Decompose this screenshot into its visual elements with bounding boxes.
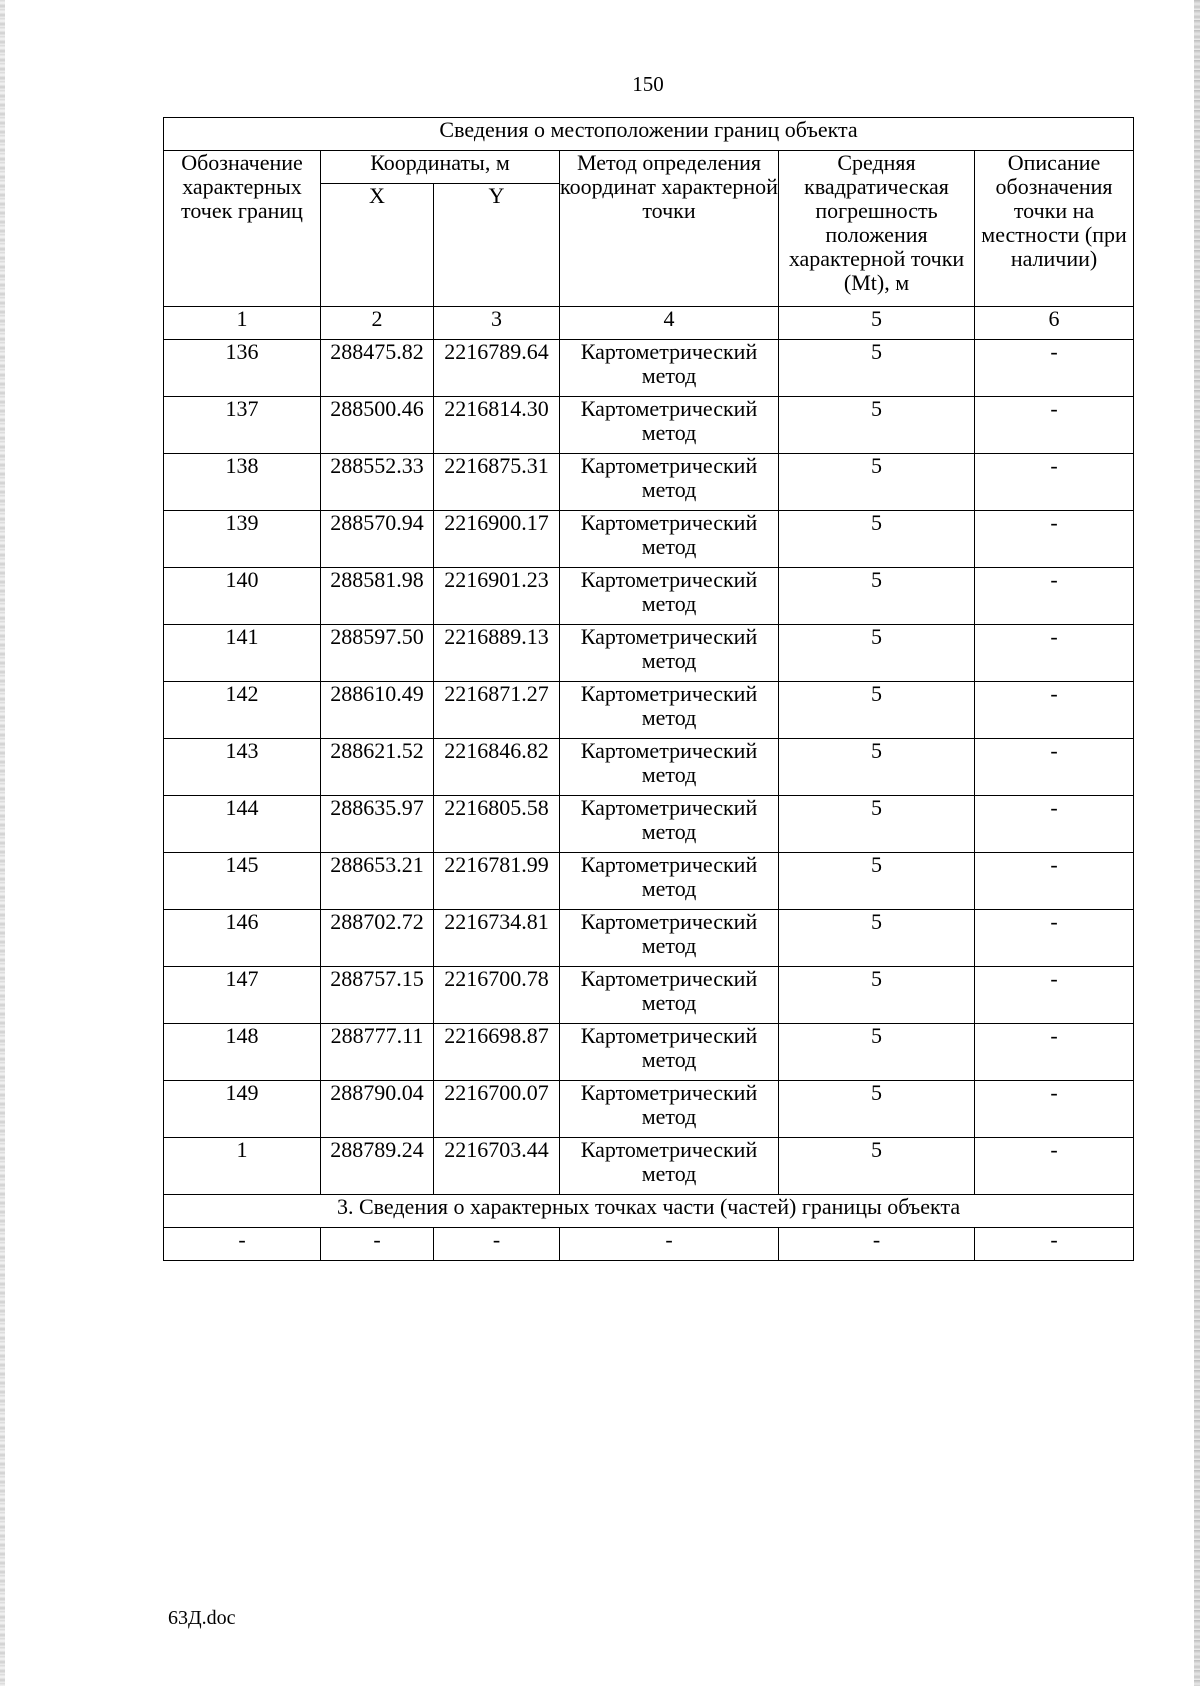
header-y: Y (434, 184, 560, 307)
section-cell: - (434, 1228, 560, 1261)
cell-description: - (975, 853, 1134, 910)
cell-method: Картометрический метод (560, 796, 779, 853)
cell-error: 5 (779, 1081, 975, 1138)
table-row (164, 454, 1134, 511)
table-row (164, 511, 1134, 568)
cell-error: 5 (779, 796, 975, 853)
cell-description: - (975, 682, 1134, 739)
cell-description: - (975, 796, 1134, 853)
cell-method: Картометрический метод (560, 340, 779, 397)
cell-error: 5 (779, 397, 975, 454)
scan-edge-right (1194, 0, 1200, 1686)
cell-point: 146 (164, 910, 321, 967)
cell-method: Картометрический метод (560, 682, 779, 739)
cell-method: Картометрический метод (560, 568, 779, 625)
cell-method: Картометрический метод (560, 1138, 779, 1195)
header-description: Описание обозначения точки на местности (при наличии) (975, 151, 1134, 307)
section-title-row (164, 1195, 1134, 1228)
column-number: 2 (321, 307, 434, 340)
cell-y: 2216846.82 (434, 739, 560, 796)
table-row (164, 1081, 1134, 1138)
cell-x: 288610.49 (321, 682, 434, 739)
cell-point: 147 (164, 967, 321, 1024)
cell-description: - (975, 568, 1134, 625)
cell-description: - (975, 625, 1134, 682)
cell-y: 2216703.44 (434, 1138, 560, 1195)
cell-x: 288757.15 (321, 967, 434, 1024)
section-cell: - (321, 1228, 434, 1261)
header-method: Метод определения координат характерной точки (560, 151, 779, 307)
cell-x: 288552.33 (321, 454, 434, 511)
cell-y: 2216700.07 (434, 1081, 560, 1138)
column-number: 6 (975, 307, 1134, 340)
column-number: 5 (779, 307, 975, 340)
cell-x: 288621.52 (321, 739, 434, 796)
cell-method: Картометрический метод (560, 910, 779, 967)
cell-point: 143 (164, 739, 321, 796)
cell-y: 2216805.58 (434, 796, 560, 853)
footer-filename: 63Д.doc (168, 1607, 236, 1629)
header-error: Средняя квадратическая погрешность положения характерной точки (Mt), м (779, 151, 975, 307)
cell-method: Картометрический метод (560, 1081, 779, 1138)
cell-error: 5 (779, 967, 975, 1024)
section-cell: - (164, 1228, 321, 1261)
cell-error: 5 (779, 511, 975, 568)
cell-y: 2216889.13 (434, 625, 560, 682)
cell-x: 288790.04 (321, 1081, 434, 1138)
boundary-table (163, 117, 1134, 1261)
cell-y: 2216698.87 (434, 1024, 560, 1081)
cell-method: Картометрический метод (560, 853, 779, 910)
cell-description: - (975, 511, 1134, 568)
table-row (164, 967, 1134, 1024)
cell-point: 137 (164, 397, 321, 454)
cell-y: 2216871.27 (434, 682, 560, 739)
scan-edge-left (0, 0, 5, 1686)
table-row (164, 853, 1134, 910)
section-cell: - (779, 1228, 975, 1261)
cell-x: 288777.11 (321, 1024, 434, 1081)
cell-y: 2216781.99 (434, 853, 560, 910)
table-row (164, 1138, 1134, 1195)
cell-error: 5 (779, 910, 975, 967)
cell-x: 288702.72 (321, 910, 434, 967)
cell-description: - (975, 454, 1134, 511)
cell-error: 5 (779, 1138, 975, 1195)
cell-description: - (975, 739, 1134, 796)
table-row (164, 568, 1134, 625)
cell-y: 2216814.30 (434, 397, 560, 454)
column-number: 3 (434, 307, 560, 340)
cell-point: 141 (164, 625, 321, 682)
page-number: 150 (632, 72, 664, 96)
cell-description: - (975, 1138, 1134, 1195)
cell-x: 288653.21 (321, 853, 434, 910)
table-row (164, 910, 1134, 967)
cell-point: 136 (164, 340, 321, 397)
column-number: 1 (164, 307, 321, 340)
cell-point: 140 (164, 568, 321, 625)
cell-point: 149 (164, 1081, 321, 1138)
table-row (164, 340, 1134, 397)
section-cell: - (560, 1228, 779, 1261)
cell-y: 2216875.31 (434, 454, 560, 511)
cell-point: 138 (164, 454, 321, 511)
header-designation: Обозначение характерных точек границ (164, 151, 321, 307)
cell-y: 2216734.81 (434, 910, 560, 967)
cell-point: 1 (164, 1138, 321, 1195)
cell-description: - (975, 1024, 1134, 1081)
cell-method: Картометрический метод (560, 511, 779, 568)
cell-method: Картометрический метод (560, 739, 779, 796)
cell-x: 288500.46 (321, 397, 434, 454)
table-row (164, 739, 1134, 796)
cell-error: 5 (779, 340, 975, 397)
table-row (164, 625, 1134, 682)
cell-x: 288597.50 (321, 625, 434, 682)
section-title: 3. Сведения о характерных точках части (частей) границы объекта (164, 1195, 1134, 1228)
cell-error: 5 (779, 568, 975, 625)
cell-error: 5 (779, 1024, 975, 1081)
cell-error: 5 (779, 739, 975, 796)
cell-x: 288789.24 (321, 1138, 434, 1195)
table-title: Сведения о местоположении границ объекта (164, 118, 1134, 151)
cell-method: Картометрический метод (560, 625, 779, 682)
cell-method: Картометрический метод (560, 1024, 779, 1081)
table-row (164, 1024, 1134, 1081)
table-row (164, 682, 1134, 739)
column-number: 4 (560, 307, 779, 340)
cell-description: - (975, 1081, 1134, 1138)
cell-point: 148 (164, 1024, 321, 1081)
table-row (164, 796, 1134, 853)
section-cell: - (975, 1228, 1134, 1261)
cell-x: 288581.98 (321, 568, 434, 625)
header-coordinates: Координаты, м (321, 151, 560, 184)
cell-error: 5 (779, 853, 975, 910)
cell-description: - (975, 910, 1134, 967)
cell-x: 288570.94 (321, 511, 434, 568)
cell-point: 139 (164, 511, 321, 568)
table-row (164, 397, 1134, 454)
cell-description: - (975, 967, 1134, 1024)
cell-x: 288475.82 (321, 340, 434, 397)
table-title-row (164, 118, 1134, 151)
cell-y: 2216700.78 (434, 967, 560, 1024)
cell-x: 288635.97 (321, 796, 434, 853)
cell-method: Картометрический метод (560, 454, 779, 511)
cell-y: 2216900.17 (434, 511, 560, 568)
cell-error: 5 (779, 454, 975, 511)
cell-description: - (975, 340, 1134, 397)
section-data-row (164, 1228, 1134, 1261)
header-row-1 (164, 151, 1134, 184)
cell-y: 2216789.64 (434, 340, 560, 397)
cell-error: 5 (779, 682, 975, 739)
cell-method: Картометрический метод (560, 397, 779, 454)
cell-method: Картометрический метод (560, 967, 779, 1024)
cell-point: 144 (164, 796, 321, 853)
header-x: X (321, 184, 434, 307)
cell-description: - (975, 397, 1134, 454)
cell-error: 5 (779, 625, 975, 682)
column-number-row (164, 307, 1134, 340)
cell-y: 2216901.23 (434, 568, 560, 625)
cell-point: 142 (164, 682, 321, 739)
cell-point: 145 (164, 853, 321, 910)
